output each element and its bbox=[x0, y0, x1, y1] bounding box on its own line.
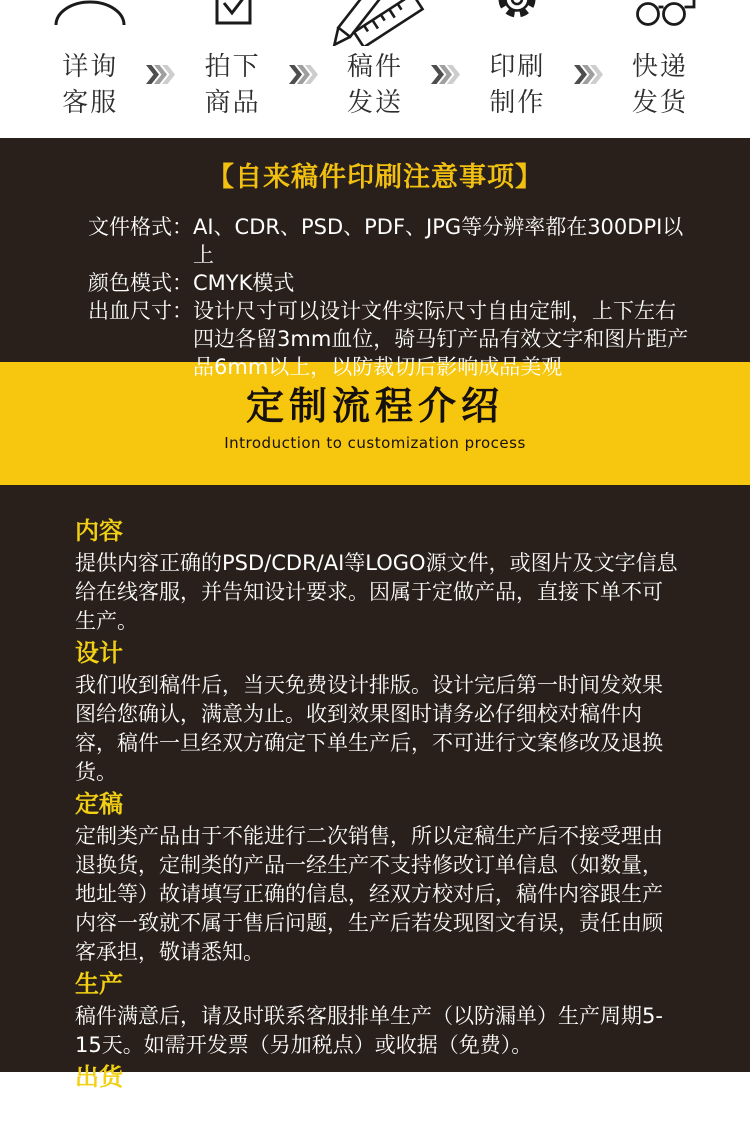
notice-row-text: 设计尺寸可以设计文件实际尺寸自由定制，上下左右四边各留3mm血位，骑马钉产品有效文字和图片距产品6mm以上，以防裁切后影响成品美观 bbox=[193, 299, 689, 379]
notice-title: 【自来稿件印刷注意事项】 bbox=[207, 162, 543, 193]
step-label: 拍下 商品 bbox=[204, 52, 261, 118]
section-heading: 内容 bbox=[75, 517, 123, 545]
chevron-double-right-icon bbox=[289, 65, 319, 84]
section-body: 稿件满意后，请及时联系客服排单生产（以防漏单）生产周期5-15天。如需开发票（另加税点）或收据（免费）。 bbox=[75, 1004, 663, 1057]
chevron-double-right-icon bbox=[431, 65, 461, 84]
notice-row-label: 文件格式： bbox=[88, 215, 193, 239]
section-heading: 设计 bbox=[75, 639, 123, 667]
process-steps-bar bbox=[0, 0, 750, 138]
process-section-finalize bbox=[75, 788, 680, 967]
step-label: 快递 发货 bbox=[631, 52, 688, 118]
process-section-shipping bbox=[75, 1061, 680, 1124]
step-label: 详询 客服 bbox=[62, 52, 119, 118]
step-consult-service bbox=[34, 0, 146, 121]
truck-icon bbox=[605, 0, 715, 46]
notice-row-label: 出血尺寸： bbox=[88, 299, 193, 323]
section-body: 与客服联系 bbox=[75, 1097, 180, 1121]
process-section-content bbox=[75, 515, 680, 636]
checkbox-icon bbox=[178, 0, 288, 46]
step-send-manuscript bbox=[319, 0, 431, 121]
gear-icon bbox=[462, 0, 572, 46]
banner-subtitle: Introduction to customization process bbox=[224, 434, 526, 452]
step-print-production bbox=[461, 0, 573, 121]
step-label: 稿件 发送 bbox=[347, 52, 404, 118]
manuscript-print-notice-panel bbox=[0, 138, 750, 379]
process-section-design bbox=[75, 637, 680, 787]
headset-icon bbox=[35, 0, 145, 46]
process-description-panel bbox=[0, 485, 750, 1121]
chevron-double-right-icon bbox=[574, 65, 604, 84]
notice-row-label: 颜色模式： bbox=[88, 271, 193, 295]
section-heading: 出货 bbox=[75, 1063, 123, 1091]
section-heading: 生产 bbox=[75, 970, 123, 998]
section-heading: 定稿 bbox=[75, 790, 123, 818]
notice-row-text: AI、CDR、PSD、PDF、JPG等分辨率都在300DPI以上 bbox=[193, 215, 684, 267]
section-body: 提供内容正确的PSD/CDR/AI等LOGO源文件，或图片及文字信息给在线客服，并告知设计要求。因属于定做产品，直接下单不可生产。 bbox=[75, 551, 678, 633]
chevron-double-right-icon bbox=[146, 65, 176, 84]
step-label: 印刷 制作 bbox=[489, 52, 546, 118]
notice-row-file-format bbox=[88, 213, 690, 269]
process-section-production bbox=[75, 968, 680, 1060]
pencil-ruler-icon bbox=[320, 0, 430, 46]
notice-row-text: CMYK模式 bbox=[193, 271, 295, 295]
section-body: 我们收到稿件后，当天免费设计排版。设计完后第一时间发效果图给您确认，满意为止。收到效果图时请务必仔细校对稿件内容，稿件一旦经双方确定下单生产后，不可进行文案修改及退换货。 bbox=[75, 673, 663, 784]
notice-rows bbox=[88, 213, 690, 381]
banner-title: 定制流程介绍 bbox=[245, 384, 504, 428]
notice-row-color-mode bbox=[88, 269, 690, 297]
step-express-shipping bbox=[604, 0, 716, 121]
section-body: 定制类产品由于不能进行二次销售，所以定稿生产后不接受理由退换货，定制类的产品一经生产不支持修改订单信息（如数量，地址等）故请填写正确的信息，经双方校对后，稿件内容跟生产内容一致就不属于售后问题，生产后若发现图文有误，责任由顾客承担，敬请悉知。 bbox=[75, 824, 663, 964]
step-purchase-item bbox=[176, 0, 288, 121]
